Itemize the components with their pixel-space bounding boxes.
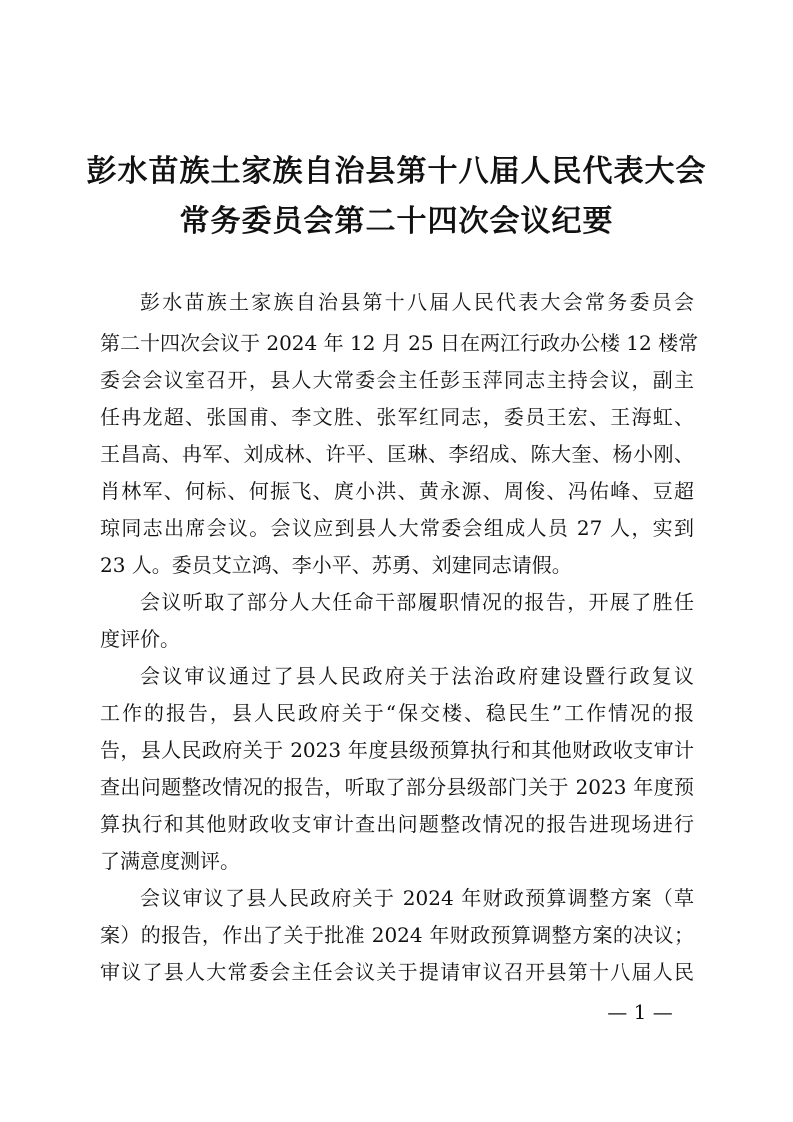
paragraph-4-line-1: 会议审议了县人民政府关于 2024 年财政预算调整方案（草 (140, 886, 694, 910)
paragraph-3-line-3: 告，县人民政府关于 2023 年度县级预算执行和其他财政收支审计 (100, 738, 694, 762)
paragraph-4-line-2: 案）的报告，作出了关于批准 2024 年财政预算调整方案的决议； (100, 923, 694, 947)
paragraph-3-line-4: 查出问题整改情况的报告，听取了部分县级部门关于 2023 年度预 (100, 775, 694, 799)
paragraph-3-line-5: 算执行和其他财政收支审计查出问题整改情况的报告进现场进行 (100, 812, 694, 836)
paragraph-1-line-5: 王昌高、冉军、刘成林、许平、匡琳、李绍成、陈大奎、杨小刚、 (100, 442, 694, 466)
paragraph-2-line-1: 会议听取了部分人大任命干部履职情况的报告，开展了胜任 (140, 590, 694, 614)
paragraph-1-line-1: 彭水苗族土家族自治县第十八届人民代表大会常务委员会 (140, 290, 694, 314)
paragraph-1-line-4: 任冉龙超、张国甫、李文胜、张军红同志，委员王宏、王海虹、 (100, 405, 694, 429)
paragraph-3-line-6: 了满意度测评。 (100, 849, 240, 873)
paragraph-1-line-3: 委会会议室召开，县人大常委会主任彭玉萍同志主持会议，副主 (100, 368, 694, 392)
page-number: — 1 — (607, 1000, 673, 1024)
paragraph-2-line-2: 度评价。 (100, 627, 180, 651)
paragraph-1-line-8: 23 人。委员艾立鸿、李小平、苏勇、刘建同志请假。 (100, 553, 572, 577)
paragraph-1-line-7: 琼同志出席会议。会议应到县人大常委会组成人员 27 人，实到 (100, 516, 694, 540)
paragraph-1-line-6: 肖林军、何标、何振飞、庹小洪、黄永源、周俊、冯佑峰、豆超 (100, 479, 694, 503)
paragraph-3-line-1: 会议审议通过了县人民政府关于法治政府建设暨行政复议 (140, 664, 694, 688)
paragraph-4-line-3: 审议了县人大常委会主任会议关于提请审议召开县第十八届人民 (100, 960, 694, 984)
paragraph-1-line-2: 第二十四次会议于 2024 年 12 月 25 日在两江行政办公楼 12 楼常 (100, 331, 699, 355)
document-title-line-1: 彭水苗族土家族自治县第十八届人民代表大会 (86, 154, 707, 189)
document-title-line-2: 常务委员会第二十四次会议纪要 (179, 204, 614, 239)
paragraph-3-line-2: 工作的报告，县人民政府关于“保交楼、稳民生”工作情况的报 (100, 701, 694, 725)
